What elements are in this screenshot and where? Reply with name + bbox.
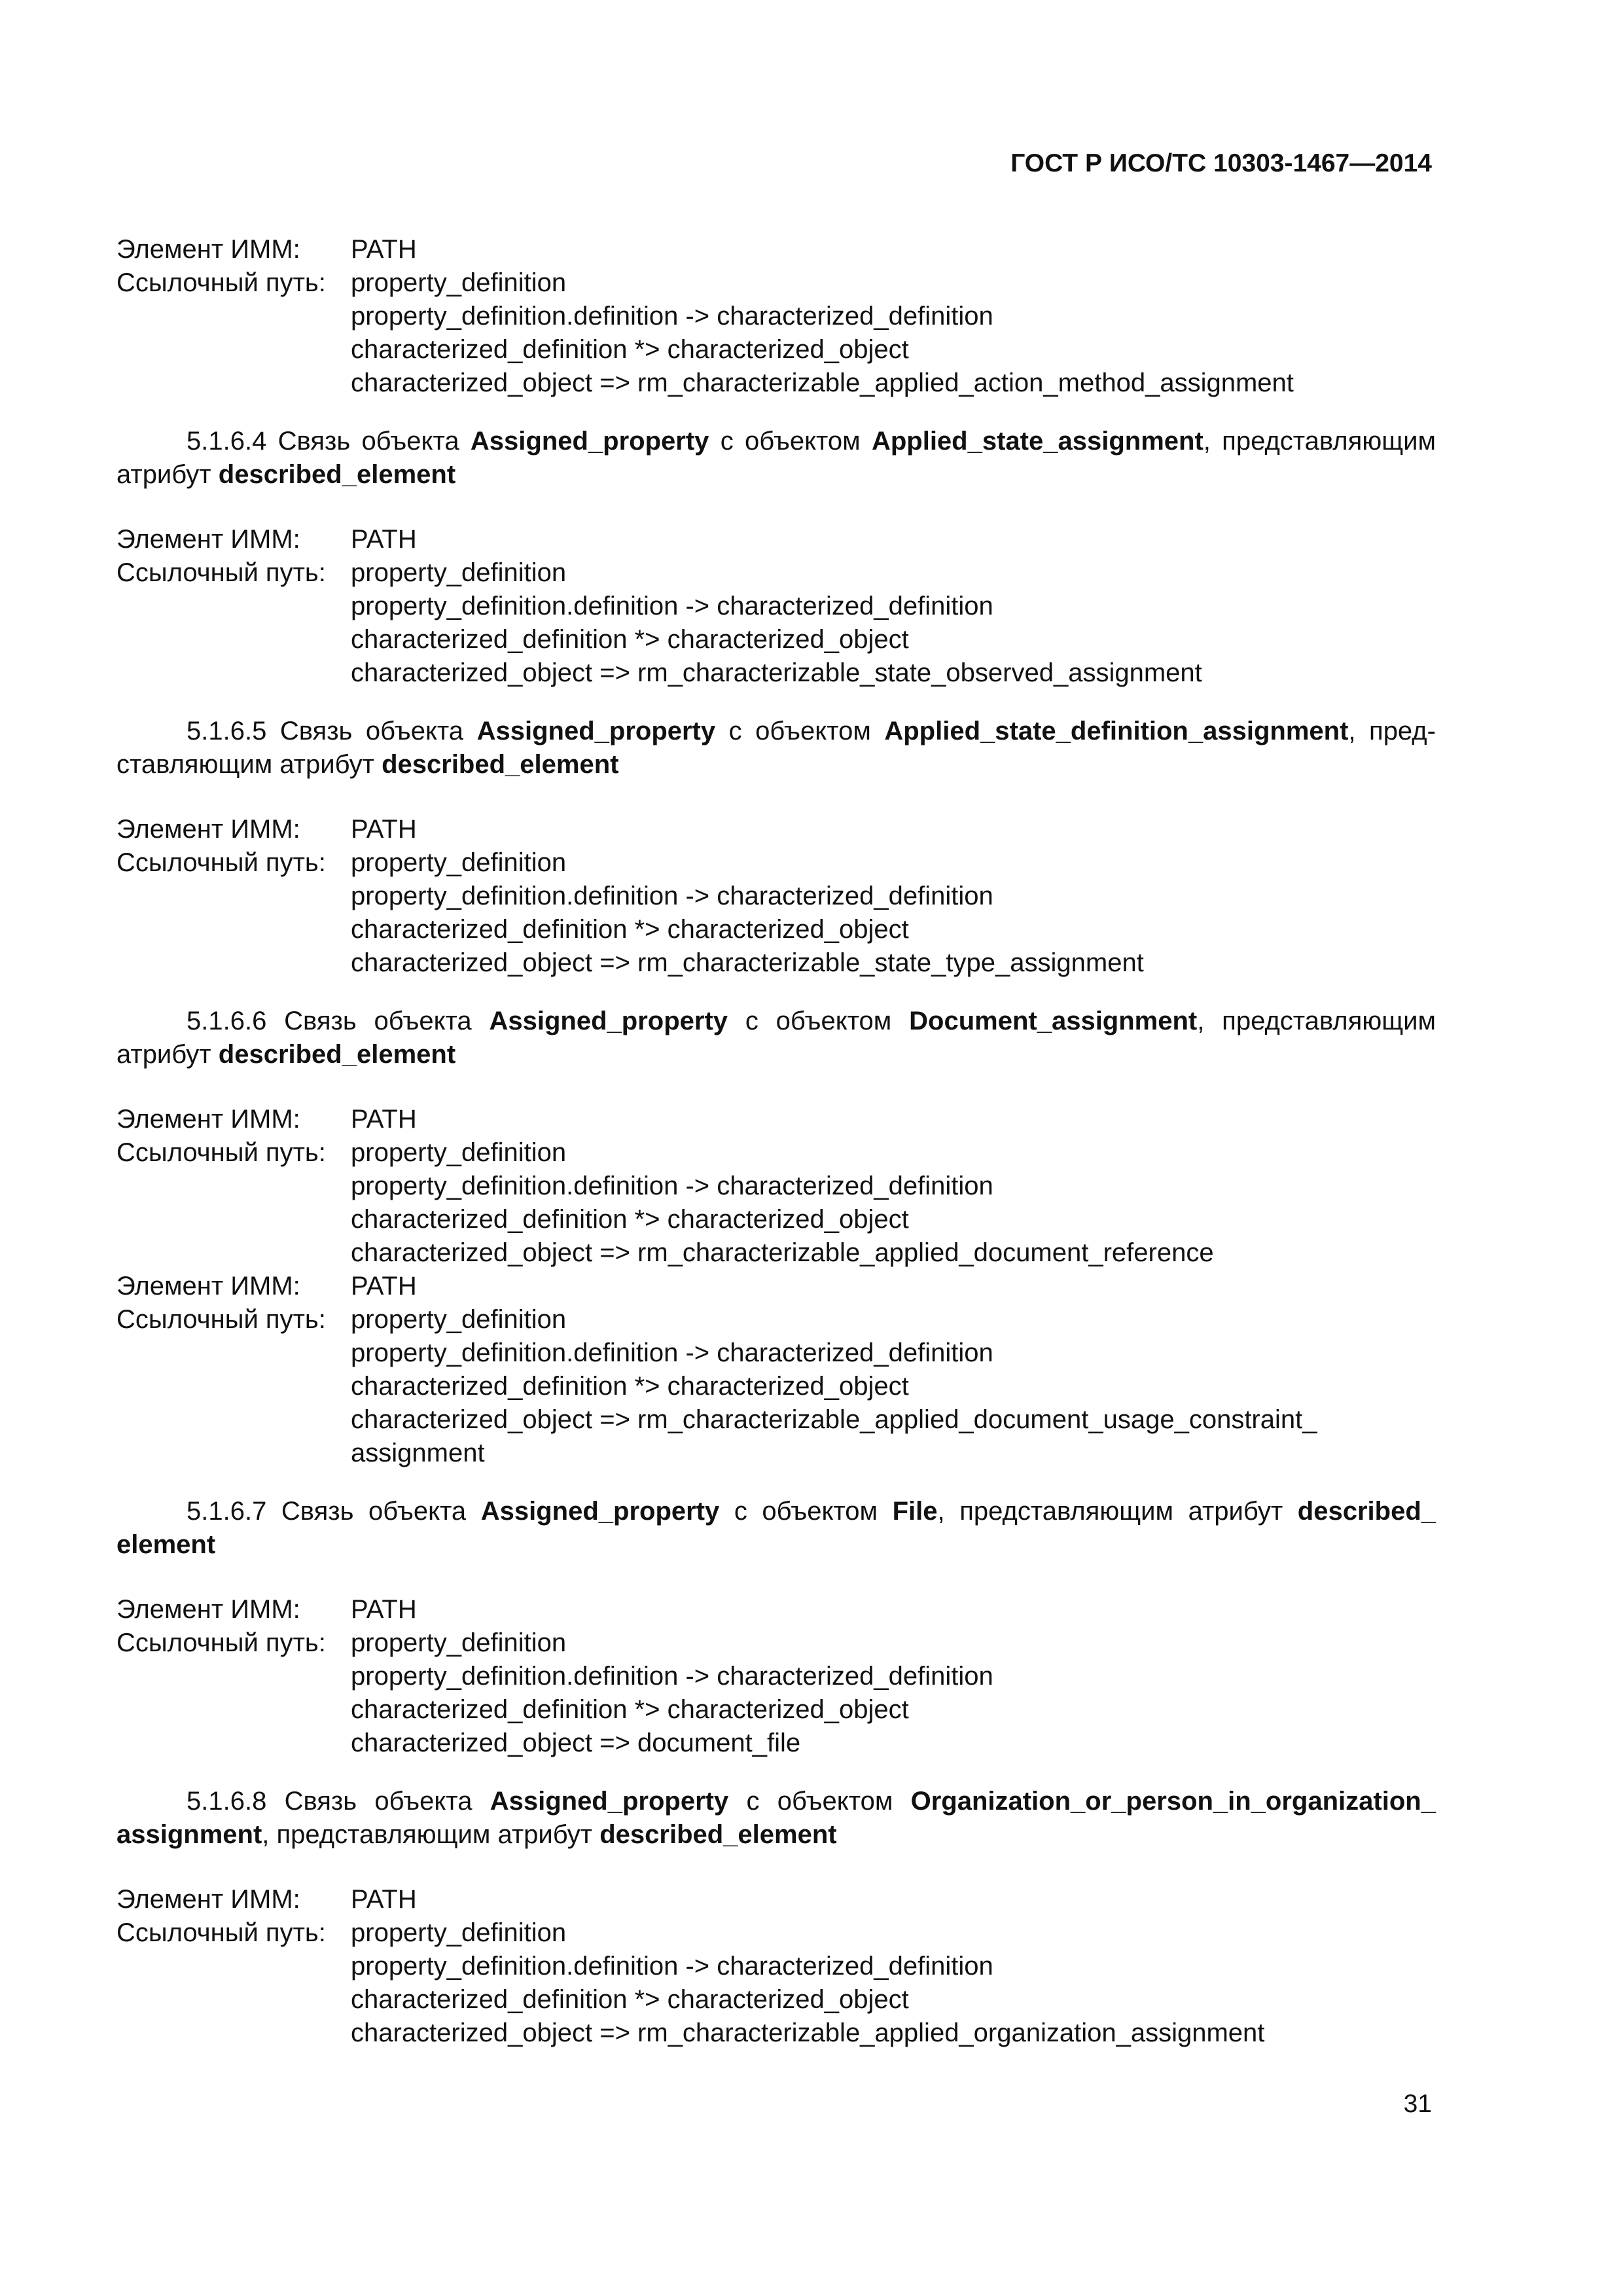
- clause-text: с объектом: [746, 1787, 893, 1816]
- clause-paragraph: [116, 1005, 1436, 1071]
- subject-entity: Assigned_property: [476, 717, 716, 745]
- path-line: characterized_object => rm_characterizable_applied_action_method_assignment: [351, 368, 1294, 397]
- path-line: characterized_object => rm_characterizable_applied_document_reference: [351, 1238, 1214, 1267]
- path-line: property_definition.definition -> characterized_definition: [351, 1338, 993, 1367]
- clause-text: Связь объекта: [279, 717, 464, 745]
- mapping-section: [116, 1005, 1436, 1470]
- path-line: property_definition.definition -> characterized_definition: [351, 1172, 993, 1200]
- attribute-name: described_element: [218, 1040, 456, 1069]
- mapping-entry: [116, 1270, 1436, 1470]
- page-content: [116, 233, 1436, 2075]
- path-line: characterized_object => document_file: [351, 1729, 801, 1757]
- element-value: PATH: [351, 525, 417, 554]
- path-line: characterized_object => rm_characterizable_applied_organization_assignment: [351, 2018, 1265, 2047]
- path-line: property_definition: [351, 268, 567, 297]
- clause-text: с объектом: [720, 427, 861, 456]
- element-value: PATH: [351, 1595, 417, 1624]
- path-line: characterized_definition *> characterized_object: [351, 1695, 909, 1724]
- reference-path-label: Ссылочный путь:: [116, 558, 326, 587]
- clause-text: с объектом: [745, 1007, 892, 1035]
- path-line: property_definition: [351, 1305, 567, 1334]
- clause-text: , представляющим атрибут: [116, 717, 1436, 779]
- clause-text: , представляющим атрибут: [116, 427, 1436, 489]
- attribute-name: described_element: [599, 1820, 837, 1849]
- reference-path-label: Ссылочный путь:: [116, 268, 326, 297]
- mapping-section: [116, 233, 1436, 400]
- reference-path-label: Ссылочный путь:: [116, 1138, 326, 1167]
- subject-entity: Assigned_property: [480, 1497, 720, 1526]
- mapping-section: [116, 1495, 1436, 1760]
- clause-paragraph: [116, 715, 1436, 781]
- mapping-entry: [116, 1103, 1436, 1270]
- element-value: PATH: [351, 815, 417, 844]
- target-entity: Applied_state_definition_assignment: [884, 717, 1349, 745]
- clause-text: с объектом: [728, 717, 871, 745]
- path-line: characterized_definition *> characterized_object: [351, 1205, 909, 1234]
- clause-text: Связь объекта: [284, 1007, 472, 1035]
- path-line: characterized_definition *> characterized_object: [351, 1985, 909, 2014]
- path-line: characterized_definition *> characterized_object: [351, 335, 909, 364]
- clause-text: , представляющим атрибут: [116, 1007, 1436, 1069]
- reference-path: [351, 846, 1436, 980]
- target-entity: Document_assignment: [909, 1007, 1198, 1035]
- reference-path: [351, 266, 1436, 400]
- path-line: property_definition: [351, 1918, 567, 1947]
- page-number: 31: [1403, 2090, 1432, 2118]
- clause-paragraph: [116, 1495, 1436, 1562]
- target-entity: Applied_state_assignment: [871, 427, 1204, 456]
- path-line: assignment: [351, 1439, 485, 1467]
- reference-path-label: Ссылочный путь:: [116, 1305, 326, 1334]
- path-line: characterized_object => rm_characterizable_applied_document_usage_constraint_: [351, 1405, 1317, 1434]
- attribute-name: described_element: [382, 750, 619, 779]
- mapping-entry: [116, 1593, 1436, 1760]
- reference-path-label: Ссылочный путь:: [116, 1628, 326, 1657]
- attribute-name: described_element: [218, 460, 456, 489]
- mapping-entry: [116, 813, 1436, 980]
- path-line: property_definition.definition -> characterized_definition: [351, 1952, 993, 1981]
- clause-paragraph: [116, 425, 1436, 492]
- element-label: Элемент ИММ:: [116, 815, 300, 844]
- target-entity: File: [892, 1497, 938, 1526]
- path-line: characterized_object => rm_characterizable_state_observed_assignment: [351, 658, 1202, 687]
- clause-paragraph: [116, 1785, 1436, 1852]
- path-line: property_definition: [351, 558, 567, 587]
- subject-entity: Assigned_property: [490, 1787, 729, 1816]
- path-line: characterized_definition *> characterized_object: [351, 915, 909, 944]
- subject-entity: Assigned_property: [489, 1007, 728, 1035]
- mapping-entry: [116, 1883, 1436, 2050]
- subject-entity: Assigned_property: [470, 427, 709, 456]
- mapping-section: [116, 425, 1436, 690]
- clause-number: 5.1.6.8: [187, 1787, 267, 1816]
- reference-path-label: Ссылочный путь:: [116, 1918, 326, 1947]
- clause-number: 5.1.6.6: [187, 1007, 267, 1035]
- clause-text: Связь объекта: [277, 427, 459, 456]
- document-header: ГОСТ Р ИСО/ТС 10303-1467—2014: [1010, 149, 1432, 177]
- clause-text: Связь объекта: [284, 1787, 473, 1816]
- element-value: PATH: [351, 235, 417, 264]
- element-value: PATH: [351, 1272, 417, 1300]
- path-line: property_definition: [351, 1138, 567, 1167]
- mapping-section: [116, 1785, 1436, 2050]
- element-label: Элемент ИММ:: [116, 235, 300, 264]
- element-label: Элемент ИММ:: [116, 1272, 300, 1300]
- clause-number: 5.1.6.5: [187, 717, 267, 745]
- clause-text: , представляющим атрибут: [262, 1820, 593, 1849]
- reference-path: [351, 556, 1436, 690]
- clause-text: Связь объекта: [281, 1497, 467, 1526]
- path-line: characterized_definition *> characterized_object: [351, 1372, 909, 1401]
- clause-text: , представляющим атрибут: [937, 1497, 1283, 1526]
- mapping-section: [116, 715, 1436, 980]
- path-line: characterized_definition *> characterized_object: [351, 625, 909, 654]
- target-entity: Organization_or_person_in_organization_ assignment: [116, 1787, 1436, 1849]
- element-label: Элемент ИММ:: [116, 1595, 300, 1624]
- path-line: characterized_object => rm_characterizable_state_type_assignment: [351, 948, 1144, 977]
- clause-number: 5.1.6.7: [187, 1497, 267, 1526]
- path-line: property_definition.definition -> characterized_definition: [351, 592, 993, 620]
- clause-text: с объектом: [734, 1497, 878, 1526]
- path-line: property_definition: [351, 848, 567, 877]
- element-label: Элемент ИММ:: [116, 1885, 300, 1914]
- reference-path: [351, 1916, 1436, 2050]
- clause-number: 5.1.6.4: [187, 427, 267, 456]
- element-value: PATH: [351, 1885, 417, 1914]
- path-line: property_definition.definition -> characterized_definition: [351, 882, 993, 910]
- mapping-entry: [116, 523, 1436, 690]
- element-label: Элемент ИММ:: [116, 525, 300, 554]
- reference-path-label: Ссылочный путь:: [116, 848, 326, 877]
- mapping-entry: [116, 233, 1436, 400]
- reference-path: [351, 1303, 1436, 1470]
- reference-path: [351, 1626, 1436, 1760]
- path-line: property_definition.definition -> characterized_definition: [351, 302, 993, 331]
- path-line: property_definition: [351, 1628, 567, 1657]
- element-label: Элемент ИММ:: [116, 1105, 300, 1134]
- attribute-name: described_ element: [116, 1497, 1436, 1559]
- path-line: property_definition.definition -> characterized_definition: [351, 1662, 993, 1691]
- reference-path: [351, 1136, 1436, 1270]
- element-value: PATH: [351, 1105, 417, 1134]
